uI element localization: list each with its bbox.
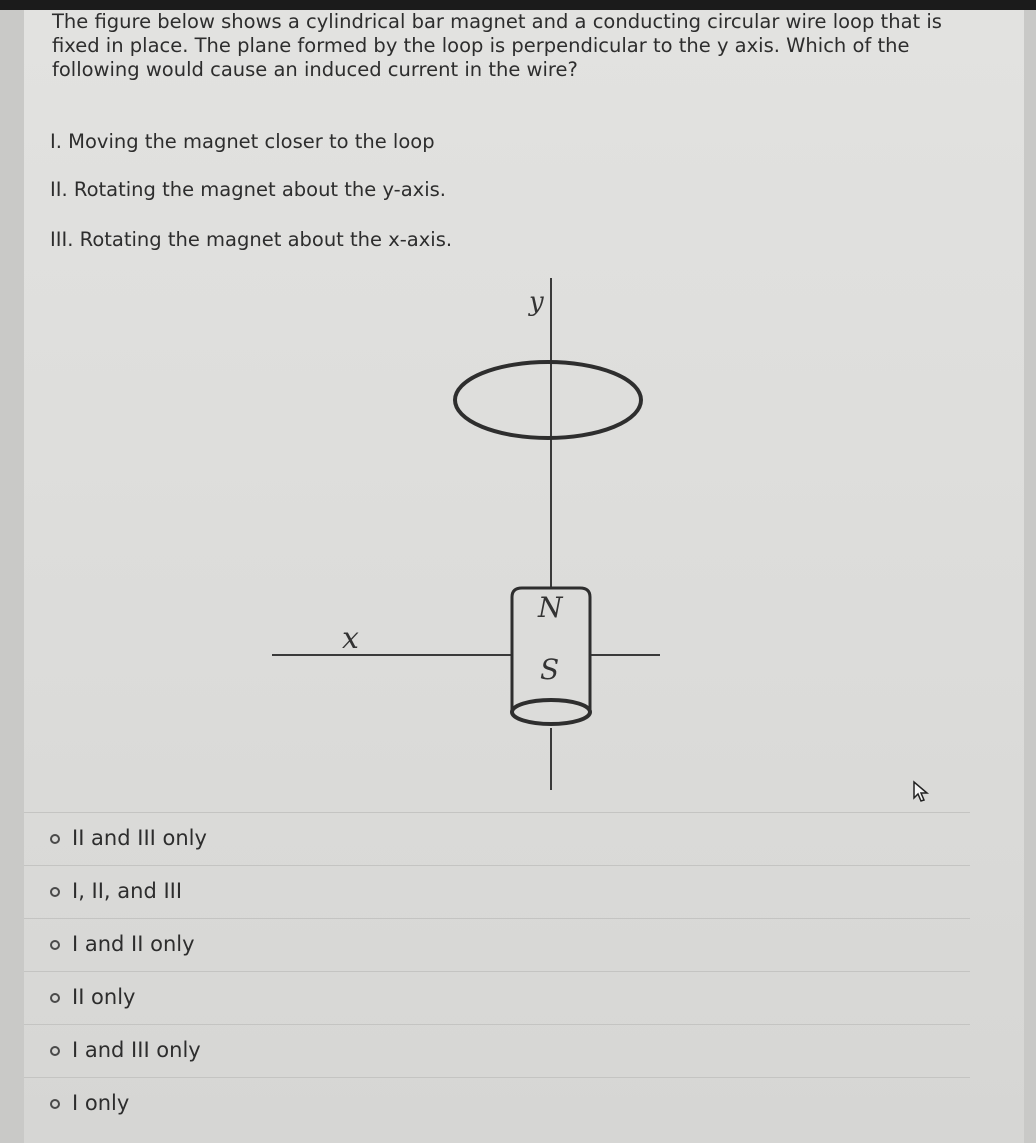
option-ii-and-iii-only[interactable]	[24, 812, 970, 865]
answer-options	[24, 812, 970, 1130]
option-label: II only	[72, 985, 136, 1009]
south-pole-label: S	[540, 653, 560, 686]
radio-button-icon[interactable]	[50, 940, 60, 950]
north-pole-label: N	[538, 591, 563, 624]
radio-button-icon[interactable]	[50, 993, 60, 1003]
magnet-bottom-face	[512, 700, 590, 724]
statement-3: III. Rotating the magnet about the x-axis.	[50, 228, 453, 251]
option-i-only[interactable]	[24, 1077, 970, 1130]
option-label: II and III only	[72, 826, 207, 850]
statement-1: I. Moving the magnet closer to the loop	[50, 130, 435, 153]
option-label: I and III only	[72, 1038, 201, 1062]
radio-button-icon[interactable]	[50, 1099, 60, 1109]
mouse-pointer-icon	[912, 780, 932, 804]
option-i-and-ii-only[interactable]	[24, 918, 970, 971]
radio-button-icon[interactable]	[50, 1046, 60, 1056]
option-label: I and II only	[72, 932, 195, 956]
question-text: The figure below shows a cylindrical bar magnet and a conducting circular wire loop that is fixed in place. The plane formed by the loop is perpendicular to the y axis. Which of the following would cause an induced current in the wire?	[52, 10, 942, 81]
radio-button-icon[interactable]	[50, 834, 60, 844]
radio-button-icon[interactable]	[50, 887, 60, 897]
y-axis-label: y	[529, 287, 544, 317]
option-label: I, II, and III	[72, 879, 183, 903]
option-label: I only	[72, 1091, 130, 1115]
wire-loop	[455, 362, 641, 438]
option-i-ii-and-iii[interactable]	[24, 865, 970, 918]
option-i-and-iii-only[interactable]	[24, 1024, 970, 1077]
statement-2: II. Rotating the magnet about the y-axis.	[50, 178, 446, 201]
option-ii-only[interactable]	[24, 971, 970, 1024]
x-axis-label: x	[342, 621, 359, 656]
